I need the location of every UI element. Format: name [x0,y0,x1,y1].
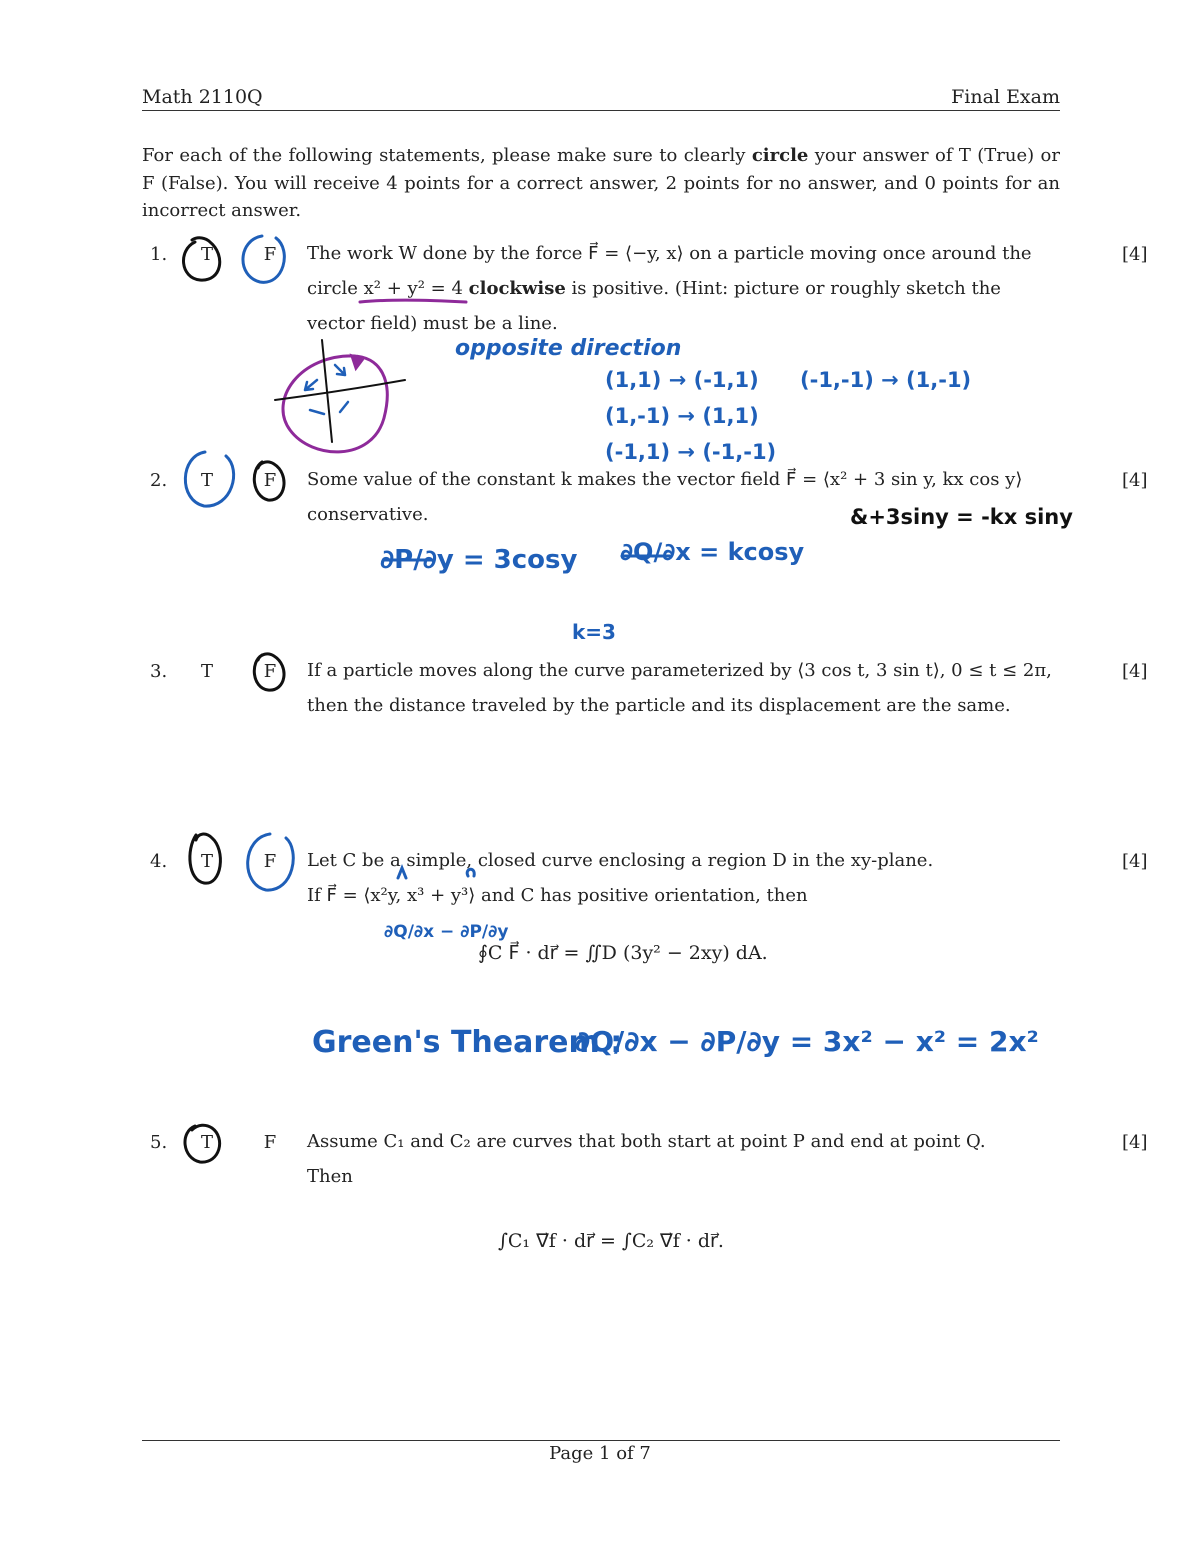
q3-statement [307,653,1062,723]
q1-map-4: (-1,-1) → (1,-1) [800,368,972,392]
q1-sketch-arrowhead [352,356,362,368]
footer-rule [142,1440,1060,1441]
exam-title: Final Exam [951,86,1060,108]
q2-partial-p: ∂P/∂y = 3cosy [380,545,578,575]
q2-equation: &+3siny = -kx siny [850,505,1073,529]
q4-line1: Let C be a simple, closed curve enclosing a region D in the xy-plane. [307,850,934,871]
q1-bold-clockwise: clockwise [468,278,566,299]
q4-points: [4] [1122,851,1148,872]
q3-number: 3. [150,661,168,682]
q1-sketch-y-axis [322,340,332,442]
instructions-bold-circle: circle [751,145,809,166]
q5-statement [307,1124,1062,1194]
q1-sketch-vector-4 [340,402,348,412]
q1-sketch-x-axis [275,380,405,400]
q2-number: 2. [150,470,168,491]
page-number: Page 1 of 7 [549,1443,651,1464]
q5-line1: Assume C₁ and C₂ are curves that both start at point P and end at point Q. [307,1131,986,1152]
q4-true-option[interactable]: T [200,851,213,872]
q4-greens-theorem-calc: ∂Q/∂x − ∂P/∂y = 3x² − x² = 2x² [575,1025,1039,1058]
q3-false-option[interactable]: F [263,661,277,682]
q1-line2-a: circle x² + y² = 4 [307,278,469,299]
q2-k-value: k=3 [572,620,616,644]
q1-points: [4] [1122,244,1148,265]
instructions-text-a: For each of the following statements, please make sure to clearly [142,145,752,166]
q2-false-option[interactable]: F [263,470,277,491]
q1-map-2: (1,-1) → (1,1) [605,404,759,428]
q3-points: [4] [1122,661,1148,682]
q1-note: opposite direction [455,336,682,361]
q4-margin-note: ∂Q/∂x − ∂P/∂y [384,922,509,942]
q2-partial-q: ∂Q/∂x = kcosy [620,538,805,566]
q5-number: 5. [150,1132,168,1153]
q4-line2: If F⃗ = ⟨x²y, x³ + y³⟩ and C has positive orientation, then [307,885,808,906]
q1-sketch-vector-3 [310,410,324,414]
course-title: Math 2110Q [142,86,263,108]
q5-true-option[interactable]: T [200,1132,213,1153]
q1-sketch-vector-1 [305,380,317,390]
instructions [142,142,1060,225]
q3-true-option[interactable]: T [200,661,213,682]
q5-line2: Then [307,1166,353,1187]
instructions-text-b: your answer of T (True) or F (False). You will receive 4 points for a correct answer, 2 points for no answer, and 0 points for an incorrect answer. [142,145,1061,221]
q5-formula: ∫C₁ ∇⃗f · dr⃗ = ∫C₂ ∇⃗f · dr⃗. [498,1230,724,1252]
q2-line2: conservative. [307,504,429,525]
q1-map-3: (-1,1) → (-1,-1) [605,440,777,464]
q5-points: [4] [1122,1132,1148,1153]
q1-line2-c: is positive. (Hint: picture or roughly sketch the [565,278,1001,299]
q3-line1: If a particle moves along the curve parameterized by ⟨3 cos t, 3 sin t⟩, 0 ≤ t ≤ 2π, [307,660,1052,681]
q2-line1: Some value of the constant k makes the vector field F⃗ = ⟨x² + 3 sin y, kx cos y⟩ [307,469,1023,490]
q1-line2 [307,271,1062,306]
q1-false-option[interactable]: F [263,244,277,265]
q1-sketch-circle [283,356,387,452]
q3-line2: then the distance traveled by the particle and its displacement are the same. [307,695,1011,716]
q1-statement [307,236,1062,341]
q4-statement [307,843,1062,913]
q1-line3: vector field) must be a line. [307,313,558,334]
q2-true-option[interactable]: T [200,470,213,491]
q1-true-option[interactable]: T [200,244,213,265]
q2-points: [4] [1122,470,1148,491]
header-rule [142,110,1060,111]
q1-map-1: (1,1) → (-1,1) [605,368,759,392]
q5-false-option[interactable]: F [263,1132,277,1153]
q1-line1: The work W done by the force F⃗ = ⟨−y, x⟩ on a particle moving once around the [307,243,1032,264]
q1-number: 1. [150,244,168,265]
q4-greens-theorem-label: Green's Thearem : [312,1025,623,1060]
q1-sketch-vector-2 [335,365,345,375]
q4-false-option[interactable]: F [263,851,277,872]
q4-number: 4. [150,851,168,872]
q4-formula: ∮C F⃗ · dr⃗ = ∬D (3y² − 2xy) dA. [478,942,768,964]
